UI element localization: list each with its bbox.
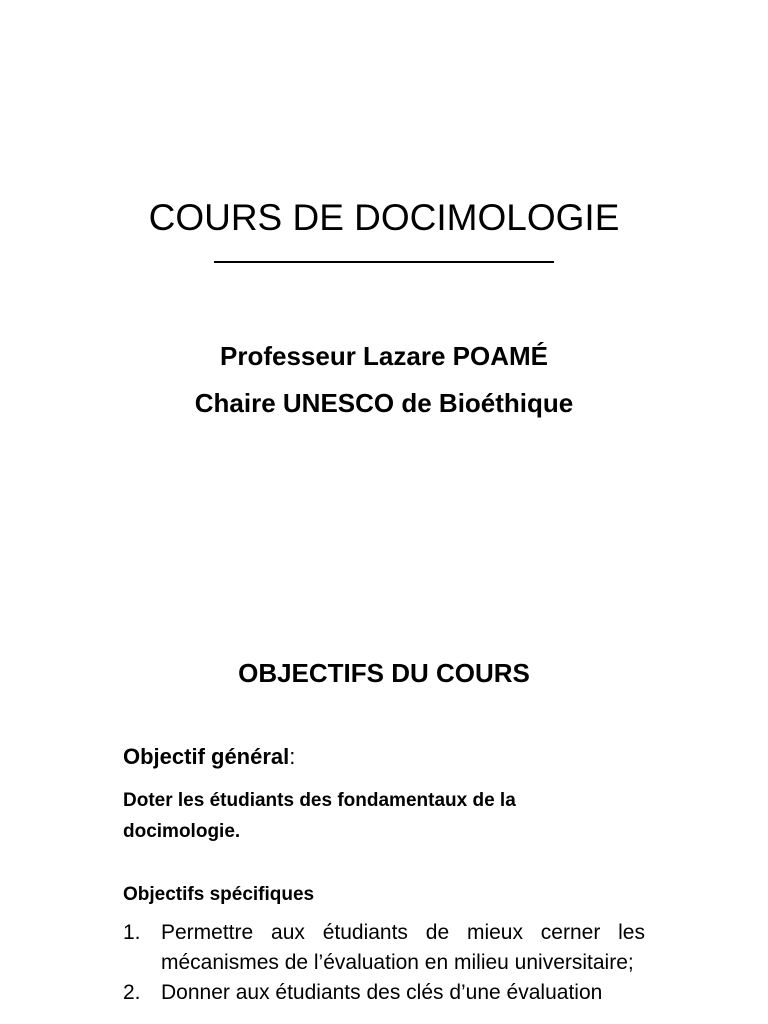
specific-objectives-heading: Objectifs spécifiques (123, 884, 315, 905)
document-title: COURS DE DOCIMOLOGIE (148, 197, 620, 238)
specific-objectives-list (123, 918, 645, 1008)
title-underline (214, 261, 554, 263)
general-objective-text: Doter les étudiants des fondamentaux de la docimologie. (123, 790, 516, 842)
item-number: 2. (123, 981, 141, 1004)
author-chair: Chaire UNESCO de Bioéthique (194, 388, 574, 418)
author-name: Professeur Lazare POAMÉ (219, 341, 548, 371)
general-objective-colon: : (289, 744, 296, 769)
item-text: Donner aux étudiants des clés d’une évaluation (161, 981, 603, 1004)
item-text: Permettre aux étudiants de mieux cerner les mécanismes de l’évaluation en milieu universitaire; (161, 921, 645, 974)
general-objective-label: Objectif général (123, 744, 290, 769)
specific-objective-item (123, 918, 645, 978)
author-block (0, 333, 768, 427)
item-number: 1. (123, 921, 141, 944)
specific-objective-item (123, 978, 645, 1008)
objectives-heading: OBJECTIFS DU COURS (238, 658, 530, 688)
general-objective-heading (123, 741, 295, 773)
